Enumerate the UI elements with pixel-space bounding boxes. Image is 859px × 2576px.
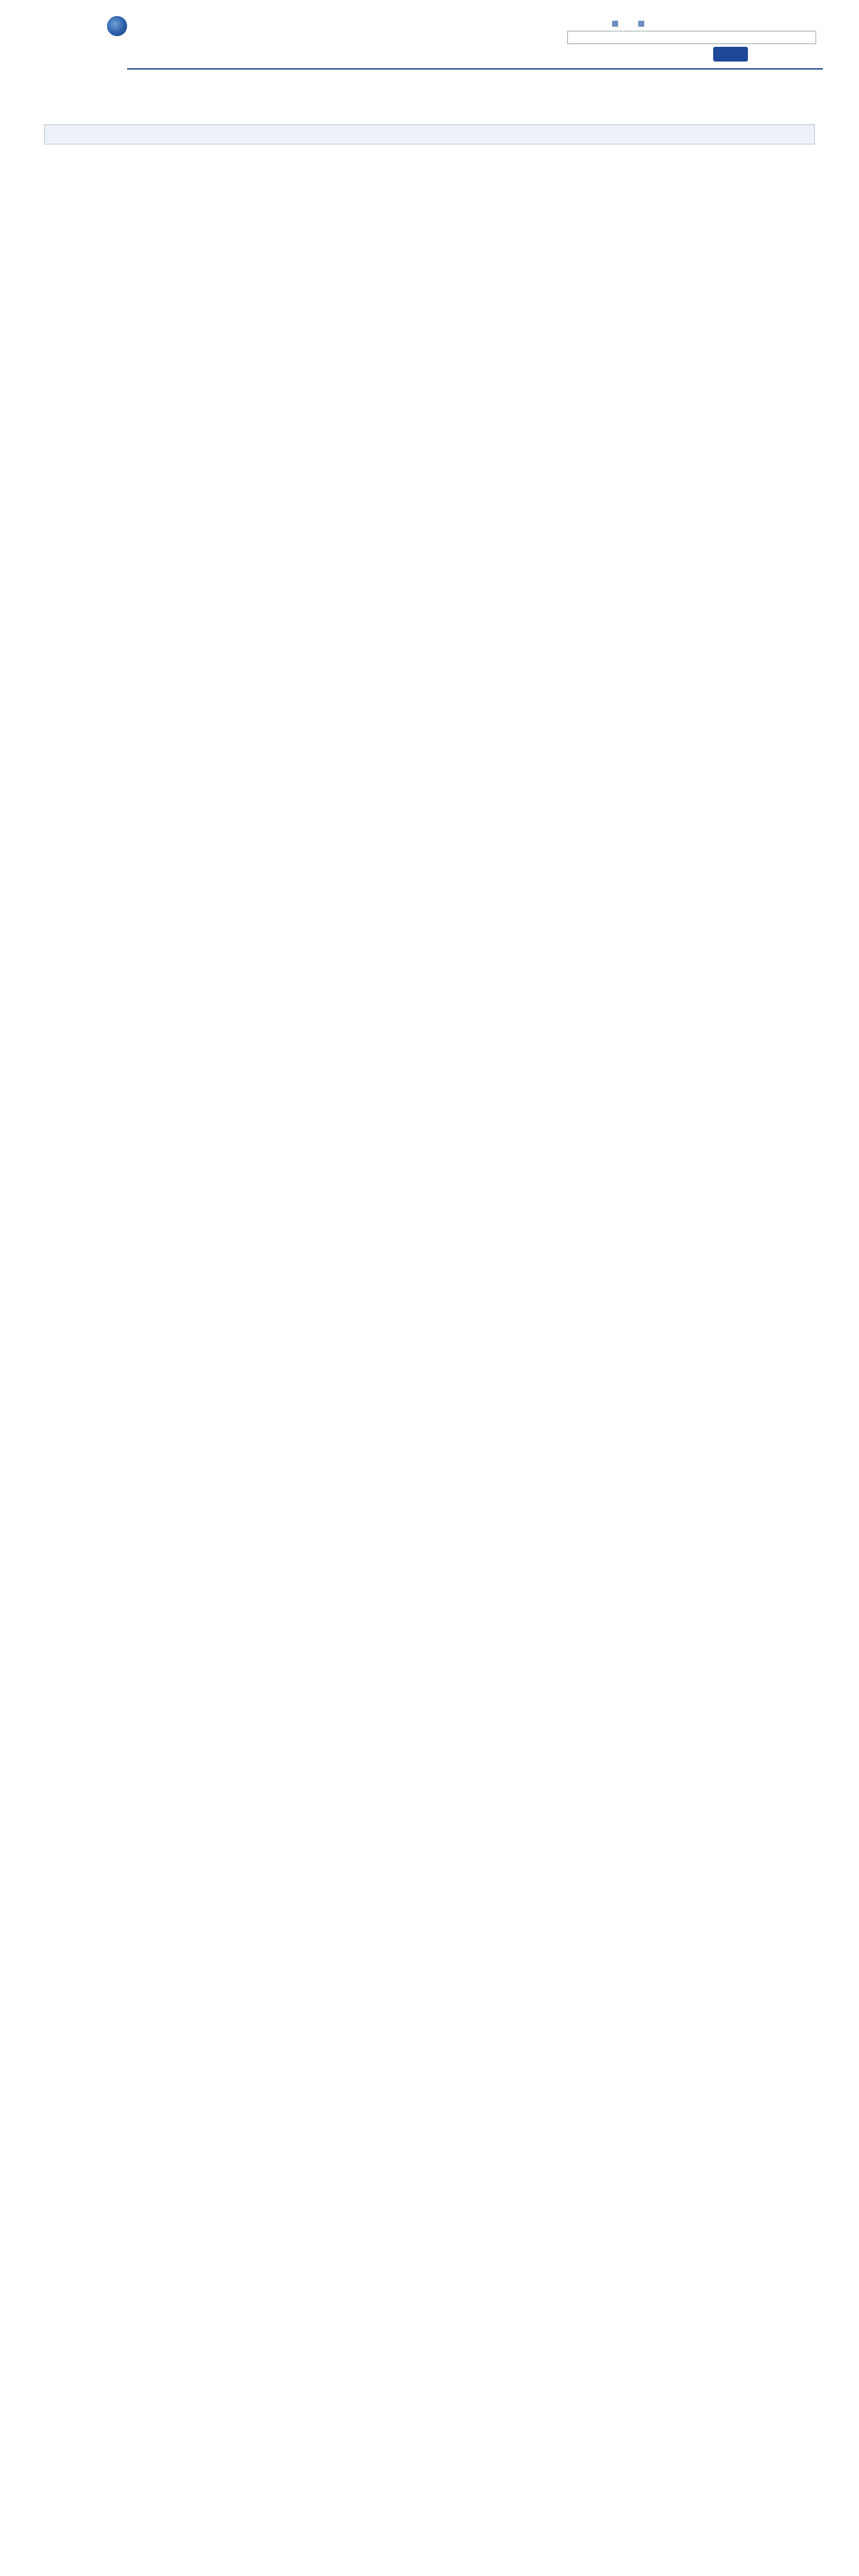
link-bullet-icon — [638, 21, 644, 27]
global-nav — [127, 68, 823, 94]
title-bar — [44, 124, 815, 144]
header-links — [612, 19, 662, 27]
search-box — [567, 31, 816, 44]
link-bullet-icon — [612, 21, 618, 27]
jma-logo[interactable] — [107, 15, 207, 56]
search-input[interactable] — [573, 33, 763, 42]
search-button[interactable] — [713, 47, 748, 62]
site-header — [0, 0, 859, 67]
jma-mark-icon — [107, 16, 127, 36]
